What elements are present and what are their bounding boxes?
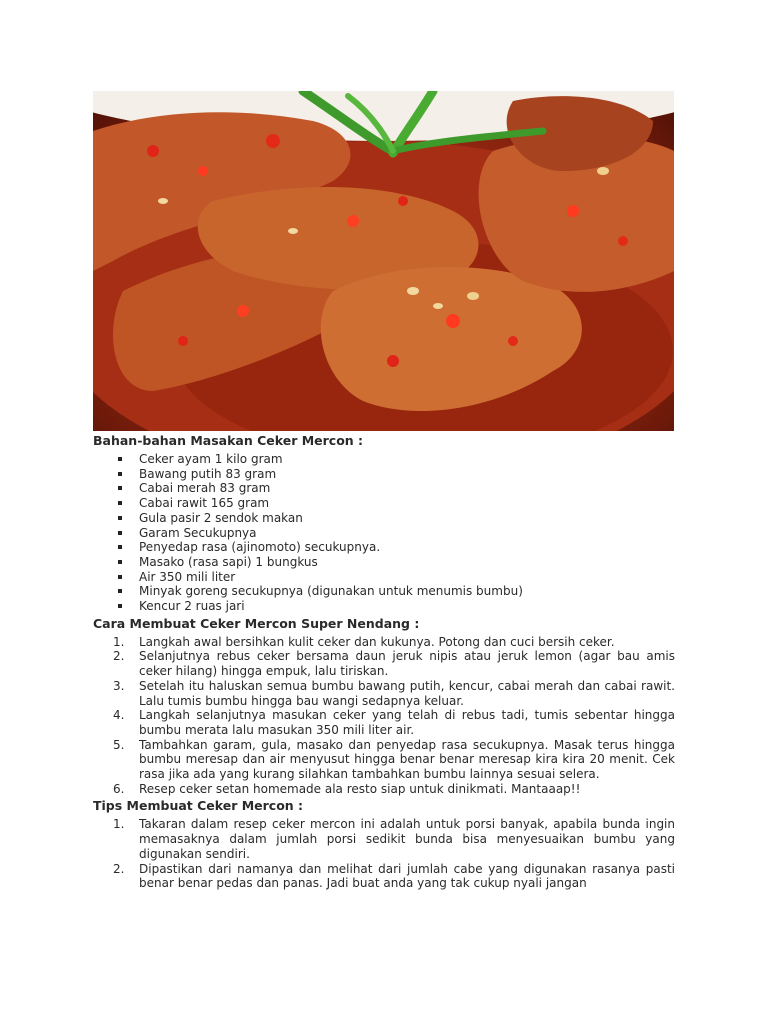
ingredients-heading: Bahan-bahan Masakan Ceker Mercon : bbox=[93, 433, 364, 448]
list-item: 1. Takaran dalam resep ceker mercon ini adalah untuk porsi banyak, apabila bunda ingin memasaknya dalam jumlah porsi sedikit bunda bisa menyesuaikan bumbu yang digunakan sendiri. bbox=[113, 817, 675, 861]
list-item: Kencur 2 ruas jari bbox=[115, 599, 675, 614]
list-item: Bawang putih 83 gram bbox=[115, 467, 675, 482]
steps-list bbox=[113, 635, 675, 797]
list-item: 1. Langkah awal bersihkan kulit ceker dan kukunya. Potong dan cuci bersih ceker. bbox=[113, 634, 615, 649]
steps-heading: Cara Membuat Ceker Mercon Super Nendang : bbox=[93, 615, 420, 631]
list-item: 2. Selanjutnya rebus ceker bersama daun jeruk nipis atau jeruk lemon (agar bau amis ceker hilang) hingga empuk, lalu tiriskan. bbox=[113, 649, 675, 679]
tips-list bbox=[113, 817, 675, 891]
list-item: 6. Resep ceker setan homemade ala resto siap untuk dinikmati. Mantaaap!! bbox=[113, 781, 581, 796]
list-item: Minyak goreng secukupnya (digunakan untuk menumis bumbu) bbox=[115, 584, 675, 599]
list-item: Ceker ayam 1 kilo gram bbox=[115, 452, 675, 467]
list-item: Gula pasir 2 sendok makan bbox=[115, 511, 675, 526]
ingredients-list bbox=[115, 452, 675, 614]
list-item: 4. Langkah selanjutnya masukan ceker yang telah di rebus tadi, tumis sebentar hingga bumbu merata lalu masukan 350 mili liter air. bbox=[113, 708, 675, 737]
document-page bbox=[93, 91, 675, 893]
ceker-mercon-photo bbox=[93, 91, 674, 431]
tips-heading: Tips Membuat Ceker Mercon : bbox=[93, 798, 304, 814]
list-item: Cabai rawit 165 gram bbox=[115, 496, 675, 511]
list-item: Garam Secukupnya bbox=[115, 526, 675, 541]
list-item: Masako (rasa sapi) 1 bungkus bbox=[115, 555, 675, 570]
list-item: 3. Setelah itu haluskan semua bumbu bawang putih, kencur, cabai merah dan cabai rawit. Lalu tumis bumbu hingga bau wangi sedapnya keluar. bbox=[113, 678, 675, 708]
list-item: 5. Tambahkan garam, gula, masako dan penyedap rasa secukupnya. Masak terus hingga bumbu meresap dan air menyusut hingga benar benar meresap kira kira 20 menit. Cek rasa jika ada yang kurang silahkan tambahkan bumbu lainnya sesuai selera. bbox=[113, 737, 675, 782]
list-item: Cabai merah 83 gram bbox=[115, 481, 675, 496]
list-item: 2. Dipastikan dari namanya dan melihat dari jumlah cabe yang digunakan rasanya pasti benar benar pedas dan panas. Jadi buat anda yang tak cukup nyali jangan bbox=[113, 861, 675, 891]
list-item: Air 350 mili liter bbox=[115, 570, 675, 585]
list-item: Penyedap rasa (ajinomoto) secukupnya. bbox=[115, 540, 675, 555]
